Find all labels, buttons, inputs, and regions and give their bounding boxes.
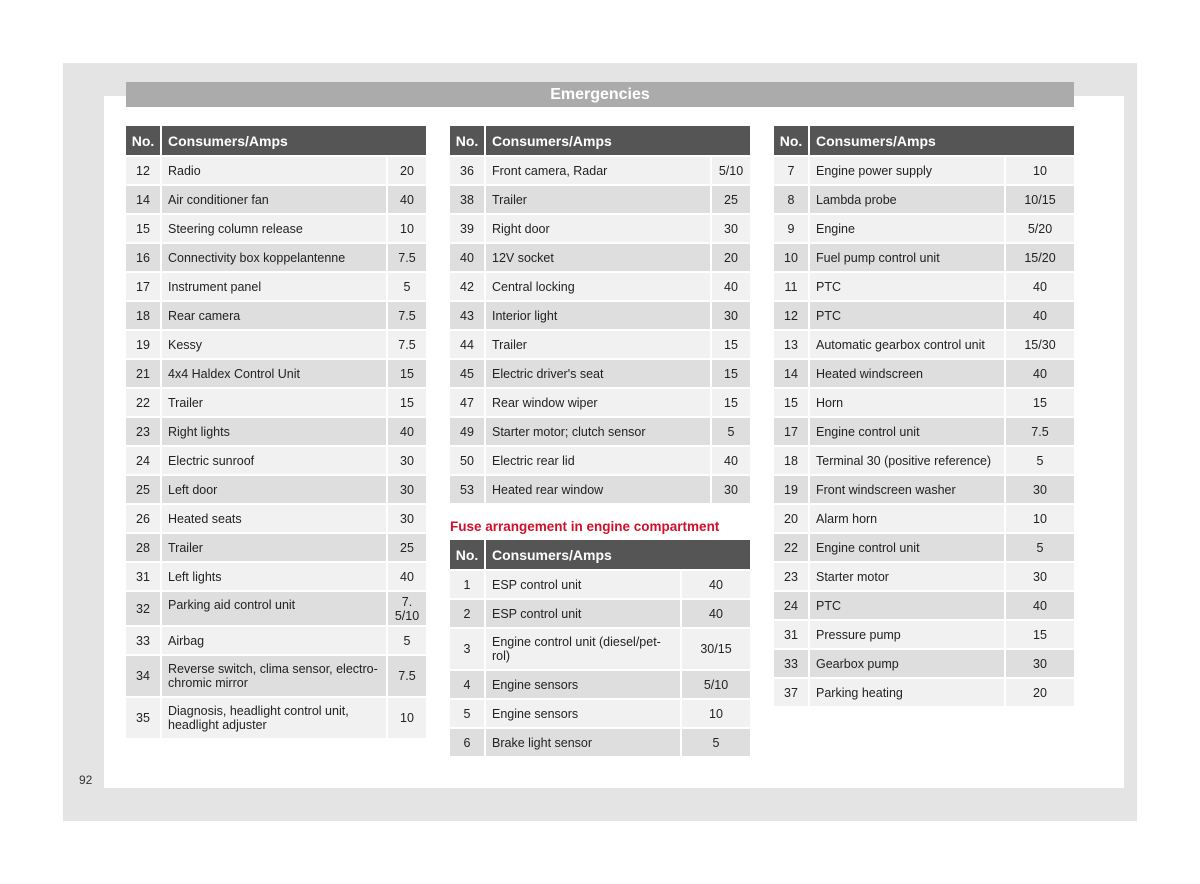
fuse-consumer: Trailer bbox=[486, 186, 710, 213]
fuse-number: 24 bbox=[126, 447, 160, 474]
header-no: No. bbox=[450, 540, 484, 569]
fuse-number: 43 bbox=[450, 302, 484, 329]
fuse-amps: 40 bbox=[682, 600, 750, 627]
fuse-consumer: Engine sensors bbox=[486, 671, 680, 698]
fuse-amps: 7.5 bbox=[388, 244, 426, 271]
fuse-table-3 bbox=[772, 124, 1076, 708]
fuse-number: 12 bbox=[774, 302, 808, 329]
fuse-consumer: Kessy bbox=[162, 331, 386, 358]
fuse-number: 18 bbox=[774, 447, 808, 474]
fuse-amps: 25 bbox=[712, 186, 750, 213]
fuse-row bbox=[774, 418, 1074, 445]
fuse-consumer: Central locking bbox=[486, 273, 710, 300]
fuse-table-engine bbox=[448, 538, 752, 758]
fuse-row bbox=[450, 476, 750, 503]
fuse-consumer: Front windscreen washer bbox=[810, 476, 1004, 503]
fuse-row bbox=[450, 600, 750, 627]
fuse-row bbox=[450, 360, 750, 387]
fuse-consumer: Brake light sensor bbox=[486, 729, 680, 756]
fuse-row bbox=[126, 302, 426, 329]
fuse-amps: 40 bbox=[682, 571, 750, 598]
engine-compartment-heading: Fuse arrangement in engine compartment bbox=[450, 519, 720, 534]
fuse-amps: 10 bbox=[388, 215, 426, 242]
fuse-consumer: ESP control unit bbox=[486, 600, 680, 627]
fuse-amps: 30 bbox=[388, 447, 426, 474]
fuse-consumer: Left lights bbox=[162, 563, 386, 590]
fuse-row bbox=[774, 505, 1074, 532]
fuse-row bbox=[126, 447, 426, 474]
fuse-row bbox=[774, 360, 1074, 387]
fuse-amps: 5 bbox=[388, 627, 426, 654]
fuse-number: 31 bbox=[774, 621, 808, 648]
header-consumers: Consumers/Amps bbox=[810, 126, 1074, 155]
fuse-number: 25 bbox=[126, 476, 160, 503]
fuse-amps: 15/20 bbox=[1006, 244, 1074, 271]
fuse-amps: 30 bbox=[388, 476, 426, 503]
fuse-row bbox=[126, 476, 426, 503]
fuse-number: 36 bbox=[450, 157, 484, 184]
fuse-row bbox=[450, 331, 750, 358]
fuse-amps: 5/10 bbox=[682, 671, 750, 698]
fuse-consumer: Heated rear window bbox=[486, 476, 710, 503]
fuse-consumer: Electric rear lid bbox=[486, 447, 710, 474]
fuse-number: 6 bbox=[450, 729, 484, 756]
fuse-consumer: 12V socket bbox=[486, 244, 710, 271]
fuse-consumer: PTC bbox=[810, 592, 1004, 619]
fuse-row bbox=[774, 447, 1074, 474]
fuse-amps: 40 bbox=[1006, 360, 1074, 387]
fuse-row bbox=[126, 215, 426, 242]
fuse-consumer: Starter motor bbox=[810, 563, 1004, 590]
fuse-number: 23 bbox=[126, 418, 160, 445]
fuse-amps: 30 bbox=[388, 505, 426, 532]
fuse-column-1 bbox=[126, 126, 428, 740]
fuse-number: 15 bbox=[126, 215, 160, 242]
fuse-consumer: Airbag bbox=[162, 627, 386, 654]
section-title: Emergencies bbox=[126, 82, 1074, 107]
fuse-number: 14 bbox=[774, 360, 808, 387]
fuse-consumer: Engine control unit (diesel/pet-rol) bbox=[486, 629, 680, 669]
fuse-number: 19 bbox=[774, 476, 808, 503]
fuse-number: 1 bbox=[450, 571, 484, 598]
fuse-consumer: Engine control unit bbox=[810, 534, 1004, 561]
fuse-amps: 30/15 bbox=[682, 629, 750, 669]
fuse-row bbox=[450, 729, 750, 756]
fuse-amps: 40 bbox=[1006, 592, 1074, 619]
fuse-row bbox=[126, 389, 426, 416]
fuse-amps: 7.5 bbox=[388, 656, 426, 696]
fuse-amps: 30 bbox=[1006, 650, 1074, 677]
fuse-consumer: Heated windscreen bbox=[810, 360, 1004, 387]
fuse-row bbox=[126, 244, 426, 271]
fuse-amps: 15 bbox=[1006, 621, 1074, 648]
fuse-row bbox=[774, 650, 1074, 677]
fuse-consumer: Alarm horn bbox=[810, 505, 1004, 532]
fuse-amps: 10 bbox=[388, 698, 426, 738]
fuse-row bbox=[126, 505, 426, 532]
fuse-amps: 15 bbox=[388, 389, 426, 416]
fuse-row bbox=[450, 700, 750, 727]
fuse-consumer: Engine control unit bbox=[810, 418, 1004, 445]
fuse-number: 15 bbox=[774, 389, 808, 416]
header-no: No. bbox=[774, 126, 808, 155]
fuse-amps: 40 bbox=[388, 186, 426, 213]
fuse-consumer: Heated seats bbox=[162, 505, 386, 532]
fuse-amps: 5 bbox=[1006, 534, 1074, 561]
fuse-row bbox=[126, 331, 426, 358]
fuse-number: 17 bbox=[774, 418, 808, 445]
fuse-number: 34 bbox=[126, 656, 160, 696]
fuse-row bbox=[126, 273, 426, 300]
fuse-number: 9 bbox=[774, 215, 808, 242]
fuse-amps: 5 bbox=[1006, 447, 1074, 474]
fuse-number: 28 bbox=[126, 534, 160, 561]
fuse-row bbox=[450, 186, 750, 213]
fuse-amps: 40 bbox=[712, 447, 750, 474]
fuse-number: 33 bbox=[126, 627, 160, 654]
fuse-number: 22 bbox=[774, 534, 808, 561]
fuse-number: 45 bbox=[450, 360, 484, 387]
fuse-row bbox=[126, 186, 426, 213]
fuse-row bbox=[450, 157, 750, 184]
fuse-row bbox=[774, 476, 1074, 503]
fuse-number: 53 bbox=[450, 476, 484, 503]
fuse-amps: 7.5 bbox=[388, 302, 426, 329]
fuse-consumer: Rear window wiper bbox=[486, 389, 710, 416]
fuse-number: 20 bbox=[774, 505, 808, 532]
fuse-number: 12 bbox=[126, 157, 160, 184]
fuse-consumer: Terminal 30 (positive reference) bbox=[810, 447, 1004, 474]
fuse-number: 10 bbox=[774, 244, 808, 271]
fuse-number: 40 bbox=[450, 244, 484, 271]
fuse-column-2 bbox=[450, 126, 752, 758]
fuse-consumer: Diagnosis, headlight control unit, headlight adjuster bbox=[162, 698, 386, 738]
fuse-consumer: Starter motor; clutch sensor bbox=[486, 418, 710, 445]
fuse-amps: 25 bbox=[388, 534, 426, 561]
fuse-row bbox=[126, 563, 426, 590]
fuse-row bbox=[450, 418, 750, 445]
fuse-consumer: Trailer bbox=[486, 331, 710, 358]
fuse-consumer: Parking heating bbox=[810, 679, 1004, 706]
fuse-number: 31 bbox=[126, 563, 160, 590]
fuse-amps: 30 bbox=[712, 302, 750, 329]
fuse-amps: 10 bbox=[1006, 157, 1074, 184]
fuse-row bbox=[450, 302, 750, 329]
fuse-row bbox=[774, 302, 1074, 329]
fuse-amps: 10 bbox=[682, 700, 750, 727]
fuse-consumer: Right door bbox=[486, 215, 710, 242]
fuse-amps: 15 bbox=[388, 360, 426, 387]
fuse-amps: 15 bbox=[712, 389, 750, 416]
fuse-number: 18 bbox=[126, 302, 160, 329]
fuse-consumer: Fuel pump control unit bbox=[810, 244, 1004, 271]
fuse-consumer: Trailer bbox=[162, 534, 386, 561]
fuse-row bbox=[774, 186, 1074, 213]
fuse-amps: 30 bbox=[1006, 563, 1074, 590]
fuse-row bbox=[774, 389, 1074, 416]
fuse-number: 47 bbox=[450, 389, 484, 416]
fuse-consumer: ESP control unit bbox=[486, 571, 680, 598]
fuse-number: 50 bbox=[450, 447, 484, 474]
fuse-amps: 20 bbox=[1006, 679, 1074, 706]
fuse-consumer: Interior light bbox=[486, 302, 710, 329]
fuse-row bbox=[450, 629, 750, 669]
fuse-consumer: Horn bbox=[810, 389, 1004, 416]
fuse-amps: 15 bbox=[712, 331, 750, 358]
fuse-table-2 bbox=[448, 124, 752, 505]
fuse-consumer: Air conditioner fan bbox=[162, 186, 386, 213]
fuse-consumer: Electric sunroof bbox=[162, 447, 386, 474]
fuse-number: 33 bbox=[774, 650, 808, 677]
fuse-consumer: Parking aid control unit bbox=[162, 592, 386, 625]
fuse-consumer: Steering column release bbox=[162, 215, 386, 242]
fuse-amps: 15 bbox=[1006, 389, 1074, 416]
fuse-number: 38 bbox=[450, 186, 484, 213]
fuse-amps: 7.5 bbox=[1006, 418, 1074, 445]
fuse-consumer: Left door bbox=[162, 476, 386, 503]
fuse-amps: 15 bbox=[712, 360, 750, 387]
fuse-number: 26 bbox=[126, 505, 160, 532]
fuse-row bbox=[450, 571, 750, 598]
fuse-number: 5 bbox=[450, 700, 484, 727]
fuse-consumer: Connectivity box koppelantenne bbox=[162, 244, 386, 271]
fuse-row bbox=[774, 563, 1074, 590]
fuse-row bbox=[126, 627, 426, 654]
fuse-amps: 40 bbox=[388, 563, 426, 590]
fuse-number: 8 bbox=[774, 186, 808, 213]
fuse-amps: 7.5 bbox=[388, 331, 426, 358]
fuse-number: 13 bbox=[774, 331, 808, 358]
fuse-consumer: Rear camera bbox=[162, 302, 386, 329]
fuse-row bbox=[126, 418, 426, 445]
fuse-consumer: Pressure pump bbox=[810, 621, 1004, 648]
fuse-row bbox=[126, 656, 426, 696]
header-consumers: Consumers/Amps bbox=[162, 126, 426, 155]
fuse-consumer: Electric driver's seat bbox=[486, 360, 710, 387]
fuse-number: 32 bbox=[126, 592, 160, 625]
fuse-number: 37 bbox=[774, 679, 808, 706]
fuse-amps: 5 bbox=[388, 273, 426, 300]
fuse-number: 44 bbox=[450, 331, 484, 358]
fuse-number: 17 bbox=[126, 273, 160, 300]
fuse-row bbox=[450, 244, 750, 271]
fuse-number: 3 bbox=[450, 629, 484, 669]
fuse-amps: 10/15 bbox=[1006, 186, 1074, 213]
fuse-number: 49 bbox=[450, 418, 484, 445]
header-consumers: Consumers/Amps bbox=[486, 126, 750, 155]
fuse-amps: 7. 5/10 bbox=[388, 592, 426, 625]
fuse-row bbox=[774, 679, 1074, 706]
fuse-amps: 30 bbox=[1006, 476, 1074, 503]
fuse-consumer: Right lights bbox=[162, 418, 386, 445]
fuse-row bbox=[126, 360, 426, 387]
fuse-row bbox=[774, 331, 1074, 358]
fuse-row bbox=[774, 592, 1074, 619]
fuse-amps: 20 bbox=[712, 244, 750, 271]
fuse-consumer: Engine bbox=[810, 215, 1004, 242]
fuse-amps: 20 bbox=[388, 157, 426, 184]
fuse-row bbox=[774, 534, 1074, 561]
fuse-row bbox=[450, 447, 750, 474]
fuse-row bbox=[450, 273, 750, 300]
fuse-consumer: PTC bbox=[810, 273, 1004, 300]
fuse-amps: 5 bbox=[682, 729, 750, 756]
fuse-amps: 15/30 bbox=[1006, 331, 1074, 358]
fuse-row bbox=[126, 698, 426, 738]
fuse-row bbox=[126, 592, 426, 625]
fuse-number: 11 bbox=[774, 273, 808, 300]
fuse-number: 35 bbox=[126, 698, 160, 738]
fuse-row bbox=[774, 273, 1074, 300]
fuse-amps: 5/20 bbox=[1006, 215, 1074, 242]
fuse-amps: 5/10 bbox=[712, 157, 750, 184]
fuse-consumer: Front camera, Radar bbox=[486, 157, 710, 184]
fuse-number: 42 bbox=[450, 273, 484, 300]
fuse-amps: 40 bbox=[388, 418, 426, 445]
fuse-row bbox=[126, 534, 426, 561]
fuse-consumer: Lambda probe bbox=[810, 186, 1004, 213]
fuse-amps: 30 bbox=[712, 476, 750, 503]
fuse-consumer: Trailer bbox=[162, 389, 386, 416]
fuse-consumer: Radio bbox=[162, 157, 386, 184]
page-number: 92 bbox=[79, 773, 93, 787]
fuse-row bbox=[774, 244, 1074, 271]
fuse-row bbox=[450, 671, 750, 698]
fuse-row bbox=[774, 215, 1074, 242]
fuse-amps: 10 bbox=[1006, 505, 1074, 532]
fuse-number: 7 bbox=[774, 157, 808, 184]
fuse-consumer: Engine sensors bbox=[486, 700, 680, 727]
fuse-amps: 30 bbox=[712, 215, 750, 242]
fuse-row bbox=[450, 389, 750, 416]
fuse-amps: 40 bbox=[1006, 273, 1074, 300]
header-consumers: Consumers/Amps bbox=[486, 540, 750, 569]
fuse-column-3 bbox=[774, 126, 1076, 708]
fuse-consumer: Engine power supply bbox=[810, 157, 1004, 184]
fuse-row bbox=[774, 621, 1074, 648]
fuse-amps: 40 bbox=[1006, 302, 1074, 329]
header-no: No. bbox=[450, 126, 484, 155]
fuse-number: 39 bbox=[450, 215, 484, 242]
fuse-amps: 5 bbox=[712, 418, 750, 445]
fuse-consumer: 4x4 Haldex Control Unit bbox=[162, 360, 386, 387]
fuse-consumer: PTC bbox=[810, 302, 1004, 329]
fuse-row bbox=[774, 157, 1074, 184]
fuse-consumer: Instrument panel bbox=[162, 273, 386, 300]
fuse-number: 16 bbox=[126, 244, 160, 271]
fuse-number: 24 bbox=[774, 592, 808, 619]
fuse-number: 2 bbox=[450, 600, 484, 627]
fuse-consumer: Gearbox pump bbox=[810, 650, 1004, 677]
fuse-row bbox=[450, 215, 750, 242]
fuse-number: 14 bbox=[126, 186, 160, 213]
fuse-number: 19 bbox=[126, 331, 160, 358]
fuse-number: 4 bbox=[450, 671, 484, 698]
fuse-amps: 40 bbox=[712, 273, 750, 300]
fuse-number: 22 bbox=[126, 389, 160, 416]
fuse-number: 23 bbox=[774, 563, 808, 590]
fuse-table-1 bbox=[124, 124, 428, 740]
header-no: No. bbox=[126, 126, 160, 155]
fuse-number: 21 bbox=[126, 360, 160, 387]
fuse-consumer: Reverse switch, clima sensor, electro-chromic mirror bbox=[162, 656, 386, 696]
fuse-row bbox=[126, 157, 426, 184]
fuse-consumer: Automatic gearbox control unit bbox=[810, 331, 1004, 358]
